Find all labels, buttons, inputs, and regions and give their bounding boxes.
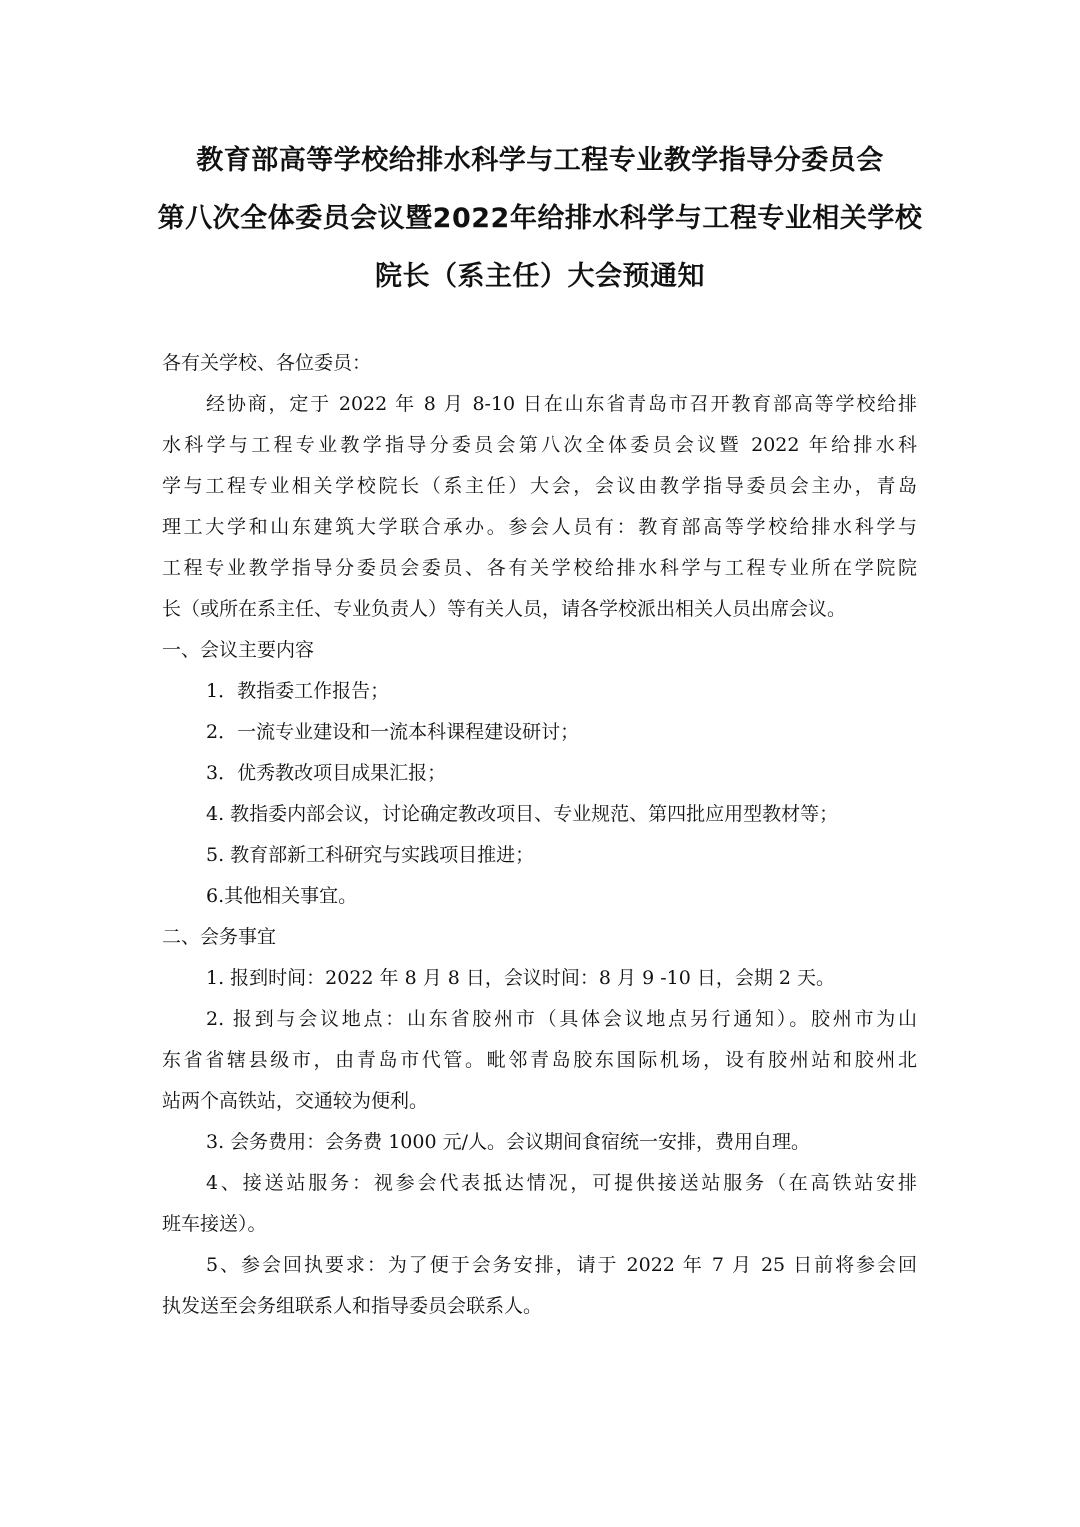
- meeting-content-list: [162, 671, 917, 917]
- list-item: 5. 教育部新工科研究与实践项目推进；: [206, 844, 535, 866]
- intro-line: 经协商，定于 2022 年 8 月 8-10 日在山东省青岛市召开教育部高等学校给排: [206, 393, 917, 415]
- list-item: 3．优秀教改项目成果汇报；: [206, 762, 447, 784]
- intro-line: 理工大学和山东建筑大学联合承办。参会人员有：教育部高等学校给排水科学与: [162, 516, 917, 538]
- title-line-2: 第八次全体委员会议暨2022年给排水科学与工程专业相关学校: [157, 203, 923, 234]
- affairs-item-line: 5、参会回执要求：为了便于会务安排，请于 2022 年 7 月 25 日前将参会回: [206, 1254, 917, 1276]
- intro-line: 水科学与工程专业教学指导分委员会第八次全体委员会议暨 2022 年给排水科: [162, 434, 917, 456]
- affairs-item-line: 2. 报到与会议地点：山东省胶州市（具体会议地点另行通知）。胶州市为山: [206, 1008, 917, 1030]
- affairs-item-line: 4、接送站服务：视参会代表抵达情况，可提供接送站服务（在高铁站安排: [206, 1172, 917, 1194]
- intro-paragraph: [162, 384, 917, 630]
- affairs-list: [162, 958, 917, 1327]
- affairs-item-receipt: [162, 1245, 917, 1327]
- section-heading-affairs: 二、会务事宜: [162, 926, 277, 948]
- notice-title: [0, 132, 1080, 306]
- title-line-1: 教育部高等学校给排水科学与工程专业教学指导分委员会: [196, 145, 884, 176]
- affairs-item-transfer: [162, 1163, 917, 1245]
- affairs-item-fee: 3. 会务费用：会务费 1000 元/人。会议期间食宿统一安排，费用自理。: [206, 1131, 811, 1153]
- title-line-3: 院长（系主任）大会预通知: [375, 261, 705, 292]
- section-heading-meeting-content: 一、会议主要内容: [162, 639, 315, 661]
- affairs-item-registration-time: 1. 报到时间：2022 年 8 月 8 日，会议时间：8 月 9 -10 日，会期 2 天。: [206, 967, 835, 989]
- notice-body: [162, 343, 917, 1327]
- list-item: 2．一流专业建设和一流本科课程建设研讨；: [206, 721, 580, 743]
- list-item: 4. 教指委内部会议，讨论确定教改项目、专业规范、第四批应用型教材等；: [206, 803, 839, 825]
- affairs-item-location: [162, 999, 917, 1122]
- affairs-item-line: 站两个高铁站，交通较为便利。: [162, 1090, 429, 1112]
- affairs-item-line: 东省省辖县级市，由青岛市代管。毗邻青岛胶东国际机场，设有胶州站和胶州北: [162, 1049, 917, 1071]
- affairs-item-line: 班车接送）。: [162, 1213, 267, 1235]
- intro-line: 工程专业教学指导分委员会委员、各有关学校给排水科学与工程专业所在学院院: [162, 557, 917, 579]
- list-item: 6.其他相关事宜。: [206, 885, 358, 907]
- affairs-item-line: 执发送至会务组联系人和指导委员会联系人。: [162, 1295, 543, 1317]
- list-item: 1．教指委工作报告；: [206, 680, 390, 702]
- intro-line: 学与工程专业相关学校院长（系主任）大会，会议由教学指导委员会主办，青岛: [162, 475, 917, 497]
- salutation: 各有关学校、各位委员：: [162, 352, 372, 374]
- intro-line: 长（或所在系主任、专业负责人）等有关人员，请各学校派出相关人员出席会议。: [162, 598, 847, 620]
